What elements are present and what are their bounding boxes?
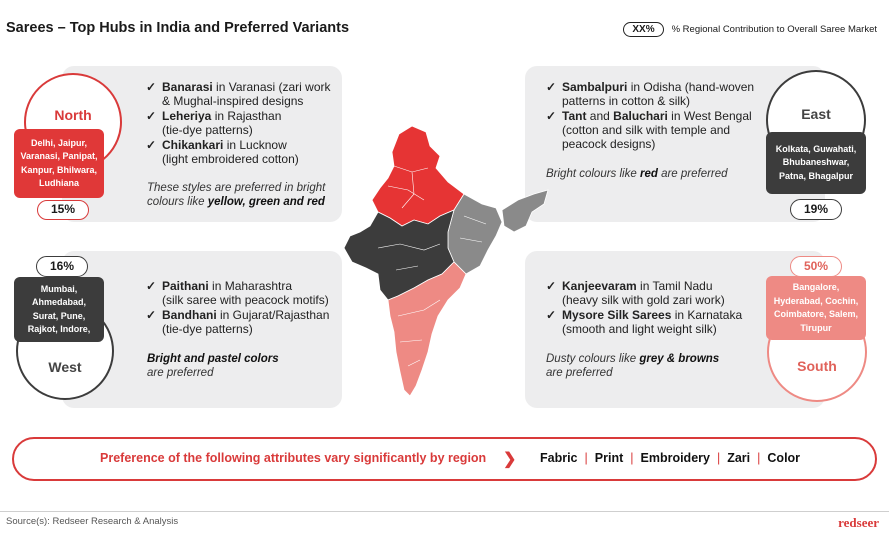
attribute-item: Zari <box>727 451 751 465</box>
variant-detail: in Odisha (hand-woven <box>627 80 755 94</box>
north-bullet-2 <box>146 109 341 137</box>
variant-detail: (heavy silk with gold zari work) <box>562 293 725 307</box>
east-pct-badge: 19% <box>790 199 842 220</box>
attribute-item: Color <box>767 451 801 465</box>
variant-name: Baluchari <box>613 109 668 123</box>
check-icon: ✓ <box>146 80 157 94</box>
south-bullets <box>546 279 756 337</box>
south-pct-badge: 50% <box>790 256 842 277</box>
city-line: Coimbatore, Salem, <box>773 309 859 319</box>
map-region-north <box>372 126 464 226</box>
variant-detail: in Rajasthan <box>211 109 282 123</box>
south-bullet-1 <box>546 279 756 307</box>
city-line: Rajkot, Indore, <box>27 324 91 334</box>
variant-name: Mysore Silk Sarees <box>562 308 672 322</box>
west-cities-box <box>14 277 104 342</box>
check-icon: ✓ <box>146 308 157 322</box>
variant-detail: patterns in cotton & silk) <box>562 94 691 108</box>
map-region-east <box>448 194 502 274</box>
page-title: Sarees – Top Hubs in India and Preferred Variants <box>6 20 350 36</box>
east-bullet-1 <box>546 80 761 108</box>
note-highlight: grey & browns <box>639 353 720 365</box>
source-note: Source(s): Redseer Research & Analysis <box>6 516 179 527</box>
variant-detail: in Karnataka <box>671 308 743 322</box>
brand-logo: redseer <box>838 515 879 530</box>
chevron-right-icon: ❯ <box>503 451 517 468</box>
city-line: Patna, Bhagalpur <box>778 170 853 181</box>
city-line: Mumbai, <box>40 283 78 294</box>
note-highlight: red <box>639 168 658 180</box>
note-text: Dusty colours like <box>546 353 640 365</box>
attribute-list <box>540 451 800 465</box>
variant-detail: (tie-dye patterns) <box>162 123 253 137</box>
west-label: West <box>48 359 82 375</box>
south-cities-box <box>766 276 866 340</box>
check-icon: ✓ <box>146 109 157 123</box>
city-line: Delhi, Jaipur, <box>30 137 88 148</box>
attribute-item: Embroidery <box>640 451 710 465</box>
east-note <box>546 167 756 181</box>
note-text: These styles are preferred in bright colours like <box>147 182 326 208</box>
check-icon: ✓ <box>546 279 557 293</box>
variant-name: Chikankari <box>162 138 224 152</box>
note-text: are preferred <box>657 168 728 180</box>
city-line: Kanpur, Bhilwara, <box>20 164 98 175</box>
india-map <box>336 120 556 420</box>
north-note <box>147 181 342 209</box>
south-note <box>546 352 756 380</box>
west-note <box>147 352 337 380</box>
east-bullet-2 <box>546 109 761 151</box>
footer-divider <box>0 511 889 512</box>
separator: | <box>630 451 634 465</box>
check-icon: ✓ <box>146 279 157 293</box>
east-cities-box <box>766 132 866 194</box>
check-icon: ✓ <box>546 80 557 94</box>
west-bullet-2 <box>146 308 342 336</box>
variant-detail: & Mughal-inspired designs <box>162 94 304 108</box>
variant-detail: (tie-dye patterns) <box>162 322 253 336</box>
check-icon: ✓ <box>146 138 157 152</box>
variant-name: Kanjeevaram <box>562 279 637 293</box>
note-highlight: yellow, green and red <box>207 196 325 208</box>
city-line: Hyderabad, Cochin, <box>773 295 859 306</box>
variant-detail: (smooth and light weight silk) <box>562 322 717 336</box>
north-bullet-1 <box>146 80 341 108</box>
check-icon: ✓ <box>546 109 557 123</box>
variant-name: Banarasi <box>162 80 213 94</box>
banner-text: Preference of the following attributes vary significantly by region <box>100 451 487 465</box>
attribute-item: Print <box>594 451 624 465</box>
south-bullet-2 <box>546 308 756 336</box>
west-bullets <box>146 279 342 337</box>
city-line: Ludhiana <box>39 178 79 188</box>
legend-pill: XX% <box>623 22 663 37</box>
variant-name: Leheriya <box>162 109 212 123</box>
west-pct-badge: 16% <box>36 256 88 277</box>
legend <box>623 22 877 37</box>
attribute-item: Fabric <box>540 451 578 465</box>
variant-detail: in Lucknow <box>223 138 287 152</box>
variant-detail: in Varanasi (zari work <box>212 80 331 94</box>
east-label: East <box>801 106 831 122</box>
variant-name: Sambalpuri <box>562 80 628 94</box>
variant-detail: (light embroidered cotton) <box>162 152 299 166</box>
city-line: Ahmedabad, <box>31 297 86 307</box>
variant-name: Tant <box>562 109 587 123</box>
variant-name: Bandhani <box>162 308 217 322</box>
variant-name: Paithani <box>162 279 209 293</box>
variant-detail: and <box>586 109 614 123</box>
north-pct-badge: 15% <box>37 200 89 220</box>
separator: | <box>716 451 721 465</box>
note-highlight: Bright and pastel colors <box>147 353 279 365</box>
separator: | <box>584 451 588 465</box>
variant-detail: (silk saree with peacock motifs) <box>162 293 329 307</box>
variant-detail: in West Bengal <box>667 109 752 123</box>
city-line: Kolkata, Guwahati, <box>775 143 857 154</box>
check-icon: ✓ <box>546 308 557 322</box>
separator: | <box>757 451 761 465</box>
legend-text: % Regional Contribution to Overall Saree Market <box>671 24 877 35</box>
note-text: Bright colours like <box>546 168 640 180</box>
city-line: Varanasi, Panipat, <box>20 151 98 161</box>
east-bullets <box>546 80 761 152</box>
variant-detail: in Tamil Nadu <box>636 279 713 293</box>
variant-detail: in Maharashtra <box>208 279 293 293</box>
north-bullets <box>146 80 341 167</box>
variant-detail: (cotton and silk with temple and <box>562 123 731 137</box>
north-cities-box <box>14 129 104 198</box>
variant-detail: peacock designs) <box>562 137 656 151</box>
west-bullet-1 <box>146 279 342 307</box>
note-text: are preferred <box>147 367 214 379</box>
north-label: North <box>54 107 92 123</box>
city-line: Bhubaneshwar, <box>782 157 850 168</box>
south-label: South <box>797 358 837 374</box>
note-text: are preferred <box>546 367 613 379</box>
city-line: Bangalore, <box>792 282 840 292</box>
city-line: Tirupur <box>800 322 832 333</box>
map-region-northeast <box>502 190 548 232</box>
variant-detail: in Gujarat/Rajasthan <box>216 308 330 322</box>
north-bullet-3 <box>146 138 341 166</box>
city-line: Surat, Pune, <box>32 310 86 321</box>
